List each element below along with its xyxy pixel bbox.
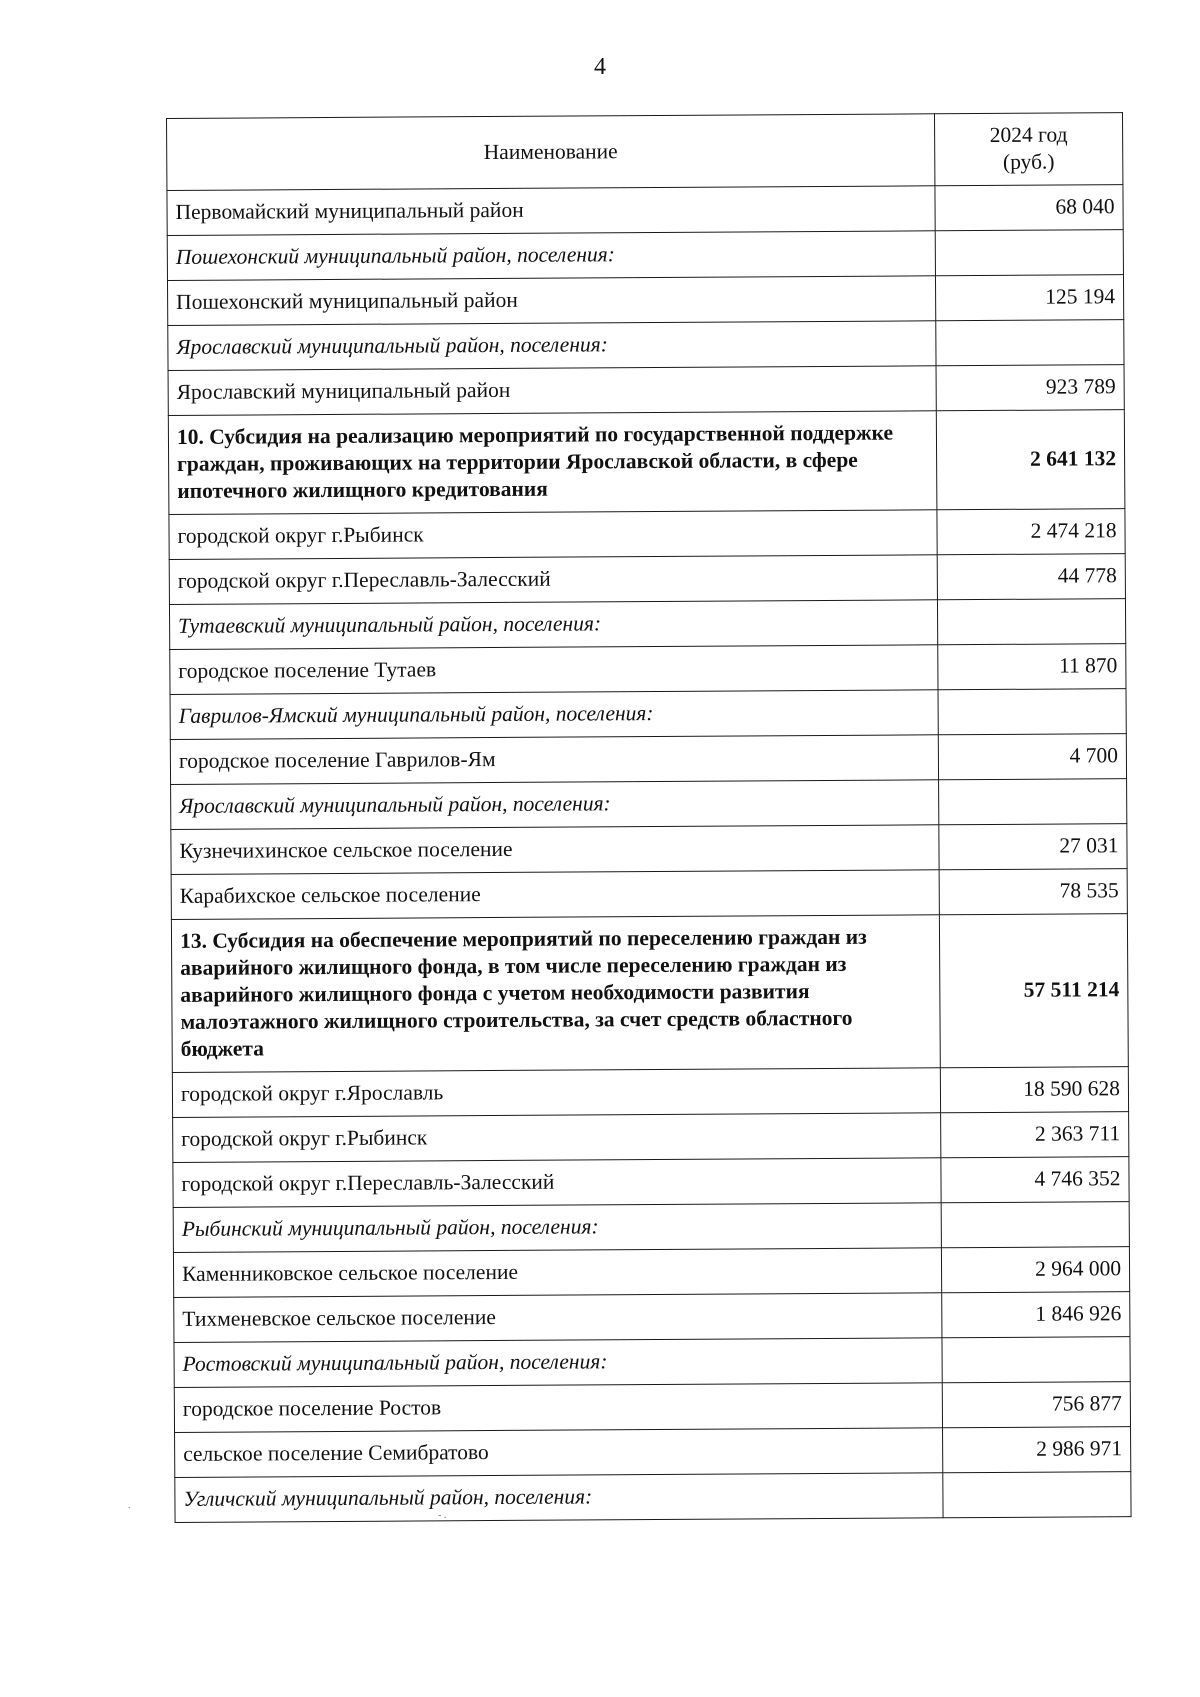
section-total-row [171,914,1128,1073]
table-row [171,824,1127,875]
district-heading-row [167,230,1123,281]
table-row [172,1067,1128,1118]
section-total-row [168,410,1125,515]
row-amount [938,689,1126,735]
header-year-label: 2024 год [989,122,1068,147]
row-amount: 44 778 [937,554,1125,600]
table-body [167,185,1131,1523]
row-name: Карабихское сельское поселение [171,870,939,920]
district-heading-row [170,689,1126,740]
table-row [170,644,1126,695]
row-name: городское поселение Тутаев [170,645,938,695]
table-row [173,1247,1129,1298]
row-amount: 2 363 711 [941,1112,1129,1158]
table-row [173,1112,1129,1163]
table-row [173,1157,1129,1208]
row-name: городской округ г.Переславль-Залесский [169,555,937,605]
row-amount: 18 590 628 [940,1067,1128,1113]
scan-speck: - . [438,1510,447,1521]
table-row [170,734,1126,785]
row-name: Тихменевское сельское поселение [174,1293,942,1343]
table-row [175,1427,1131,1478]
row-amount: 2 641 132 [936,410,1125,510]
row-name: городское поселение Гаврилов-Ям [170,735,938,785]
district-heading-row [174,1337,1130,1388]
row-name: городское поселение Ростов [174,1383,942,1433]
row-name: 10. Субсидия на реализацию мероприятий по государственной поддержке граждан, проживающих на территории Ярославской области, в сфере ипотечного жилищного кредитования [168,411,937,515]
row-name: Ростовский муниципальный район, поселения: [174,1338,942,1388]
row-name: Ярославский муниципальный район [168,366,936,416]
table-row [167,275,1123,326]
header-unit-label: (руб.) [1002,149,1055,174]
row-amount [943,1472,1131,1518]
page-number: 4 [594,54,606,80]
header-year [934,113,1122,186]
table-row [171,869,1127,920]
row-amount: 2 986 971 [943,1427,1131,1473]
row-amount [937,599,1125,645]
table-row [169,554,1125,605]
table-row [169,509,1125,560]
row-name: Рыбинский муниципальный район, поселения: [173,1203,941,1253]
row-name: сельское поселение Семибратово [175,1428,943,1478]
row-amount: 57 511 214 [939,914,1128,1068]
row-amount: 4 700 [938,734,1126,780]
table-header-row [167,113,1123,191]
row-name: Гаврилов-Ямский муниципальный район, поселения: [170,690,938,740]
district-heading-row [168,320,1124,371]
row-name: городской округ г.Рыбинск [173,1113,941,1163]
row-amount: 68 040 [935,185,1123,231]
row-amount: 125 194 [935,275,1123,321]
row-name: 13. Субсидия на обеспечение мероприятий по переселению граждан из аварийного жилищного фонда, в том числе переселению граждан из аварийного жилищного фонда с учетом необходимости развития малоэтажного жилищного строительства, за счет средств областного бюджета [171,915,940,1073]
row-amount: 27 031 [939,824,1127,870]
row-name: Кузнечихинское сельское поселение [171,825,939,875]
row-amount: 2 964 000 [941,1247,1129,1293]
budget-table [166,112,1132,1523]
district-heading-row [173,1202,1129,1253]
row-amount [941,1202,1129,1248]
row-amount: 1 846 926 [942,1292,1130,1338]
district-heading-row [175,1472,1131,1523]
row-amount: 923 789 [936,365,1124,411]
row-amount [935,230,1123,276]
row-name: Ярославский муниципальный район, поселения: [168,321,936,371]
row-amount: 756 877 [942,1382,1130,1428]
row-name: городской округ г.Переславль-Залесский [173,1158,941,1208]
row-name: Угличский муниципальный район, поселения: [175,1473,943,1523]
table-row [168,365,1124,416]
scan-speck: . [128,1500,131,1511]
row-amount [942,1337,1130,1383]
district-heading-row [171,779,1127,830]
row-name: Пошехонский муниципальный район, поселения: [167,231,935,281]
row-amount: 11 870 [938,644,1126,690]
table-row [174,1292,1130,1343]
row-name: Первомайский муниципальный район [167,186,935,236]
row-name: городской округ г.Ярославль [172,1068,940,1118]
row-amount [936,320,1124,366]
row-name: Тутаевский муниципальный район, поселения: [169,600,937,650]
row-name: городской округ г.Рыбинск [169,510,937,560]
table-row [167,185,1123,236]
header-name: Наименование [167,114,935,191]
row-name: Каменниковское сельское поселение [173,1248,941,1298]
row-amount: 78 535 [939,869,1127,915]
row-name: Ярославский муниципальный район, поселения: [171,780,939,830]
table-row [174,1382,1130,1433]
row-amount: 2 474 218 [937,509,1125,555]
district-heading-row [169,599,1125,650]
row-amount [939,779,1127,825]
row-name: Пошехонский муниципальный район [167,276,935,326]
row-amount: 4 746 352 [941,1157,1129,1203]
